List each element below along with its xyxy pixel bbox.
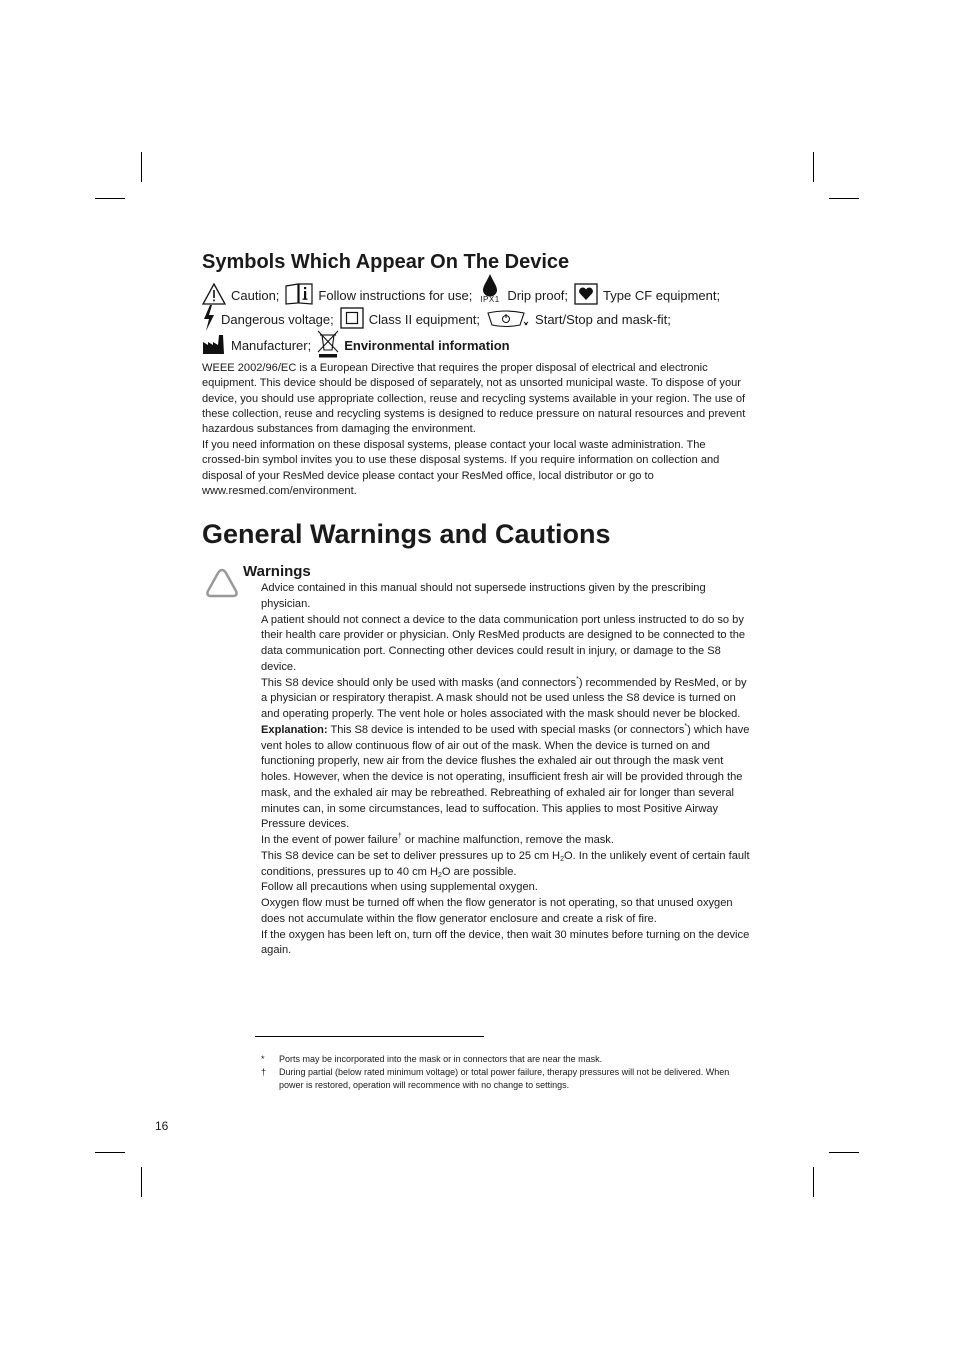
warning-text: ) which have vent holes to allow continuous flow of air out of the mask. When the device is turned on and functioning properly, new air from the device flushes the exhaled air out through the mask vent holes. However, when the device is not operating, insufficient fresh air will be provided through the mask, and the exhaled air may be rebreathed. Rebreathing of exhaled air for longer than several minutes can, in some circumstances, lead to suffocation. This applies to most Positive Airway Pressure devices. bbox=[261, 723, 750, 831]
warning-text: O. In the unlikely event of certain fault conditions, pressures up to 40 cm H bbox=[261, 849, 750, 878]
warning-text: O are possible. bbox=[441, 865, 517, 878]
warning-triangle-icon bbox=[205, 567, 239, 604]
disposal-paragraph: If you need information on these disposal systems, please contact your local waste administration. The crossed-bin symbol invites you to use these disposal systems. If you require information on collection and disposal of your ResMed device please contact your ResMed office, local distributor or go to www.resmed.com/environment. bbox=[202, 439, 720, 497]
dangerous-voltage-bolt-icon bbox=[202, 304, 216, 335]
footnote-marker: * bbox=[261, 1054, 265, 1064]
subscript: 2 bbox=[437, 871, 442, 879]
crop-mark-bottom-right-v bbox=[813, 1167, 814, 1197]
symbol-line-2 bbox=[202, 307, 677, 331]
crop-mark-bottom-left-v bbox=[141, 1167, 142, 1197]
footnote-text: During partial (below rated minimum voltage) or total power failure, therapy pressures will not be delivered. When power is restored, operation will recommence with no change to settings. bbox=[279, 1067, 730, 1090]
symbol-line-1 bbox=[202, 283, 726, 307]
crop-mark-bottom-left-h bbox=[95, 1152, 125, 1153]
warning-text: This S8 device should only be used with masks (and connectors bbox=[261, 676, 577, 689]
crop-mark-bottom-right-h bbox=[829, 1152, 859, 1153]
drip-proof-label: Drip proof; bbox=[507, 287, 569, 303]
class-ii-label: Class II equipment; bbox=[368, 311, 481, 327]
footnote-ref: * bbox=[684, 722, 688, 730]
instructions-label: Follow instructions for use; bbox=[318, 287, 473, 303]
warnings-body bbox=[261, 581, 751, 959]
footnote-marker: † bbox=[261, 1067, 267, 1077]
manufacturer-factory-icon bbox=[202, 333, 226, 358]
warning-text: In the event of power failure bbox=[261, 834, 398, 846]
start-stop-button-icon bbox=[486, 307, 530, 332]
warning-item bbox=[261, 849, 751, 881]
subscript: 2 bbox=[560, 855, 564, 863]
symbol-line-3 bbox=[202, 333, 516, 357]
footnote-ref: * bbox=[576, 675, 579, 683]
warning-text: This S8 device is intended to be used with special masks (or connectors bbox=[327, 723, 685, 736]
footnote-divider bbox=[255, 1036, 484, 1037]
warning-item bbox=[261, 833, 751, 849]
dangerous-voltage-label: Dangerous voltage; bbox=[221, 311, 334, 327]
crop-mark-top-right-v bbox=[813, 152, 814, 182]
warning-item: Oxygen flow must be turned off when the flow generator is not operating, so that unused oxygen does not accumulate within the flow generator enclosure and create a risk of fire. bbox=[261, 897, 733, 925]
warnings-subtitle: Warnings bbox=[243, 563, 311, 580]
drip-proof-icon bbox=[478, 273, 502, 307]
footnote-1 bbox=[261, 1053, 741, 1066]
warnings-section-title: General Warnings and Cautions bbox=[202, 519, 611, 549]
warning-text: ) recommended by ResMed, or by a physician or respiratory therapist. A mask should not be used unless the S8 device is turned on and operating properly. The vent hole or holes associated with the mask should never be blocked. bbox=[261, 676, 747, 720]
warning-item bbox=[261, 676, 751, 723]
crop-mark-top-left-h bbox=[95, 198, 125, 199]
warning-item: Follow all precautions when using supplemental oxygen. bbox=[261, 881, 538, 894]
warning-item bbox=[261, 723, 751, 833]
footnote-ref: † bbox=[397, 833, 402, 840]
warning-text: This S8 device can be set to deliver pressures up to 25 cm H bbox=[261, 849, 561, 862]
type-cf-label: Type CF equipment; bbox=[603, 287, 721, 303]
caution-label: Caution; bbox=[231, 287, 280, 303]
warning-item: If the oxygen has been left on, turn off the device, then wait 30 minutes before turning on the device again. bbox=[261, 928, 750, 957]
warning-text: or machine malfunction, remove the mask. bbox=[401, 834, 614, 846]
class-ii-square-icon bbox=[340, 307, 364, 332]
crop-mark-top-right-h bbox=[829, 198, 859, 199]
type-cf-heart-icon bbox=[574, 283, 598, 308]
ipx-label: IPX1 bbox=[480, 295, 500, 304]
warning-item: A patient should not connect a device to the data communication port unless instructed to do so by their health care provider or physician. Only ResMed products are designed to be connected to the data communication port. Connecting other devices could result in injury, or damage to the S8 device. bbox=[261, 613, 746, 673]
crop-mark-top-left-v bbox=[141, 152, 142, 182]
instructions-book-icon bbox=[285, 283, 313, 308]
start-stop-label: Start/Stop and mask-fit; bbox=[535, 311, 671, 327]
page-number: 16 bbox=[155, 1119, 169, 1133]
crossed-bin-icon bbox=[317, 330, 339, 361]
explanation-label: Explanation: bbox=[261, 723, 328, 736]
footnote-2 bbox=[261, 1066, 741, 1091]
warning-item: Advice contained in this manual should not supersede instructions given by the prescribing physician. bbox=[261, 582, 706, 610]
manufacturer-label: Manufacturer; bbox=[231, 337, 312, 353]
weee-paragraph: WEEE 2002/96/EC is a European Directive that requires the proper disposal of electrical and electronic equipment. This device should be disposed of separately, not as unsorted municipal waste. To dispose of your device, you should use appropriate collection, reuse and recycling systems available in your region. The use of these collection, reuse and recycling systems is designed to reduce pressure on natural resources and prevent hazardous substances from damaging the environment. bbox=[202, 362, 746, 436]
environmental-label: Environmental information bbox=[344, 337, 510, 353]
symbols-section-title: Symbols Which Appear On The Device bbox=[202, 251, 570, 273]
footnote-text: Ports may be incorporated into the mask or in connectors that are near the mask. bbox=[279, 1054, 603, 1064]
